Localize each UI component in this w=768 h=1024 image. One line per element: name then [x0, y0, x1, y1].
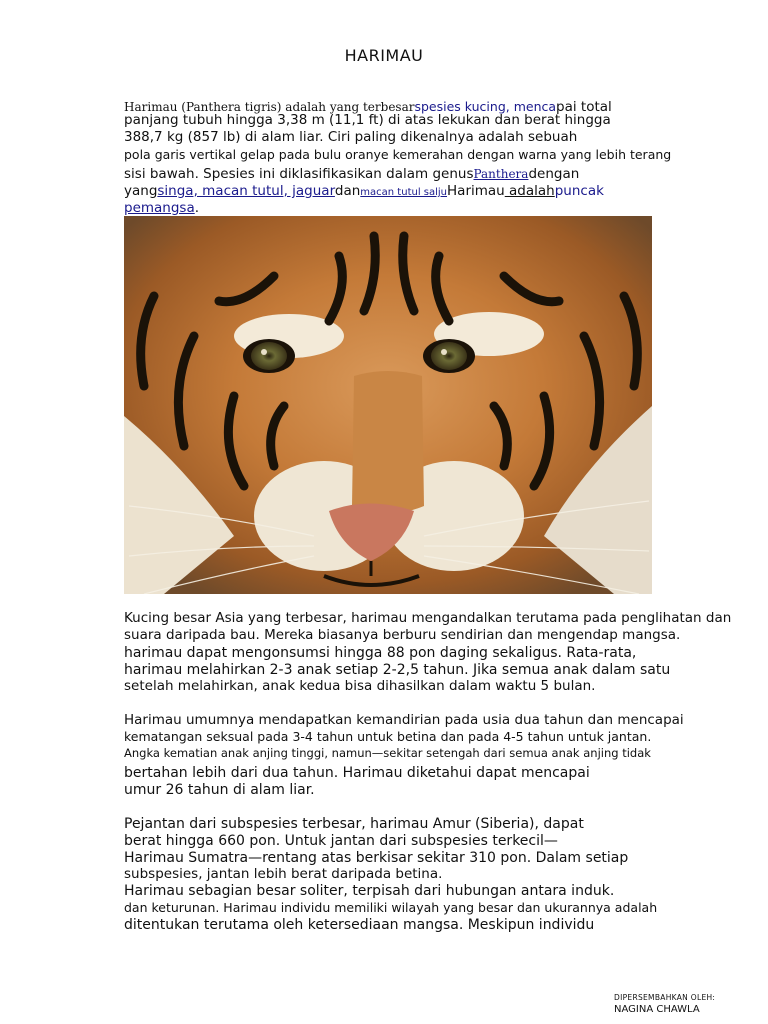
para1-line: harimau melahirkan 2-3 anak setiap 2-2,5 tahun. Jika semua anak dalam satu: [124, 662, 671, 678]
link-singa-macan-jaguar[interactable]: singa, macan tutul, jaguar: [157, 183, 335, 199]
para2-line: kematangan seksual pada 3-4 tahun untuk betina dan pada 4-5 tahun untuk jantan.: [124, 729, 652, 744]
link-puncak-pemangsa[interactable]: puncak: [554, 183, 604, 199]
intro-line-5: [124, 165, 579, 182]
footer-label: DIPERSEMBAHKAN OLEH:: [614, 993, 716, 1002]
para3-line: ditentukan terutama oleh ketersediaan mangsa. Meskipun individu: [124, 917, 595, 933]
intro-text: Harimau (Panthera tigris) adalah yang terbesar: [124, 100, 415, 114]
para1-line: Kucing besar Asia yang terbesar, harimau mengandalkan terutama pada penglihatan dan: [124, 610, 732, 626]
para1-line: setelah melahirkan, anak kedua bisa dihasilkan dalam waktu 5 bulan.: [124, 678, 596, 694]
para3-line: subspesies, jantan lebih berat daripada betina.: [124, 866, 443, 882]
para2-line: Angka kematian anak anjing tinggi, namun—sekitar setengah dari semua anak anjing tidak: [124, 746, 651, 760]
para2-line: Harimau umumnya mendapatkan kemandirian pada usia dua tahun dan mencapai: [124, 712, 684, 728]
para3-line: Pejantan dari subspesies terbesar, harimau Amur (Siberia), dapat: [124, 816, 584, 832]
intro-text: dan: [334, 183, 361, 199]
para3-line: Harimau Sumatra—rentang atas berkisar sekitar 310 pon. Dalam setiap: [124, 850, 629, 866]
link-spesies-kucing[interactable]: spesies kucing, menca: [414, 99, 557, 114]
intro-line-7: [124, 199, 199, 216]
para3-line: dan keturunan. Harimau individu memiliki wilayah yang besar dan ukurannya adalah: [124, 900, 658, 915]
link-macan-tutul-salju[interactable]: macan tutul salju: [360, 187, 448, 198]
link-panthera[interactable]: Panthera: [473, 167, 529, 181]
intro-text: adalah: [504, 183, 555, 199]
intro-text: pai total: [556, 99, 612, 115]
intro-line-6: [124, 182, 604, 199]
tiger-photo: [124, 216, 652, 594]
para2-line: bertahan lebih dari dua tahun. Harimau diketahui dapat mencapai: [124, 765, 590, 781]
para3-line: berat hingga 660 pon. Untuk jantan dari subspesies terkecil—: [124, 833, 558, 849]
intro-line-4: pola garis vertikal gelap pada bulu oranye kemerahan dengan warna yang lebih terang: [124, 147, 672, 162]
para2-line: umur 26 tahun di alam liar.: [124, 782, 315, 798]
para1-line: suara daripada bau. Mereka biasanya berburu sendirian dan mengendap mangsa.: [124, 627, 681, 643]
footer-author: NAGINA CHAWLA: [614, 1004, 700, 1015]
page-title: HARIMAU: [344, 46, 424, 65]
para1-line: harimau dapat mengonsumsi hingga 88 pon daging sekaligus. Rata-rata,: [124, 645, 637, 661]
intro-text: sisi bawah. Spesies ini diklasifikasikan dalam genus: [124, 166, 474, 182]
intro-line-2: panjang tubuh hingga 3,38 m (11,1 ft) di atas lekukan dan berat hingga: [124, 112, 611, 128]
intro-text: yang: [124, 183, 158, 199]
link-pemangsa[interactable]: pemangsa: [124, 200, 195, 216]
intro-text: Harimau: [447, 183, 505, 199]
para3-line: Harimau sebagian besar soliter, terpisah dari hubungan antara induk.: [124, 883, 615, 899]
intro-line-3: 388,7 kg (857 lb) di alam liar. Ciri paling dikenalnya adalah sebuah: [124, 129, 578, 145]
intro-text: .: [194, 200, 200, 216]
intro-text: dengan: [528, 166, 580, 182]
